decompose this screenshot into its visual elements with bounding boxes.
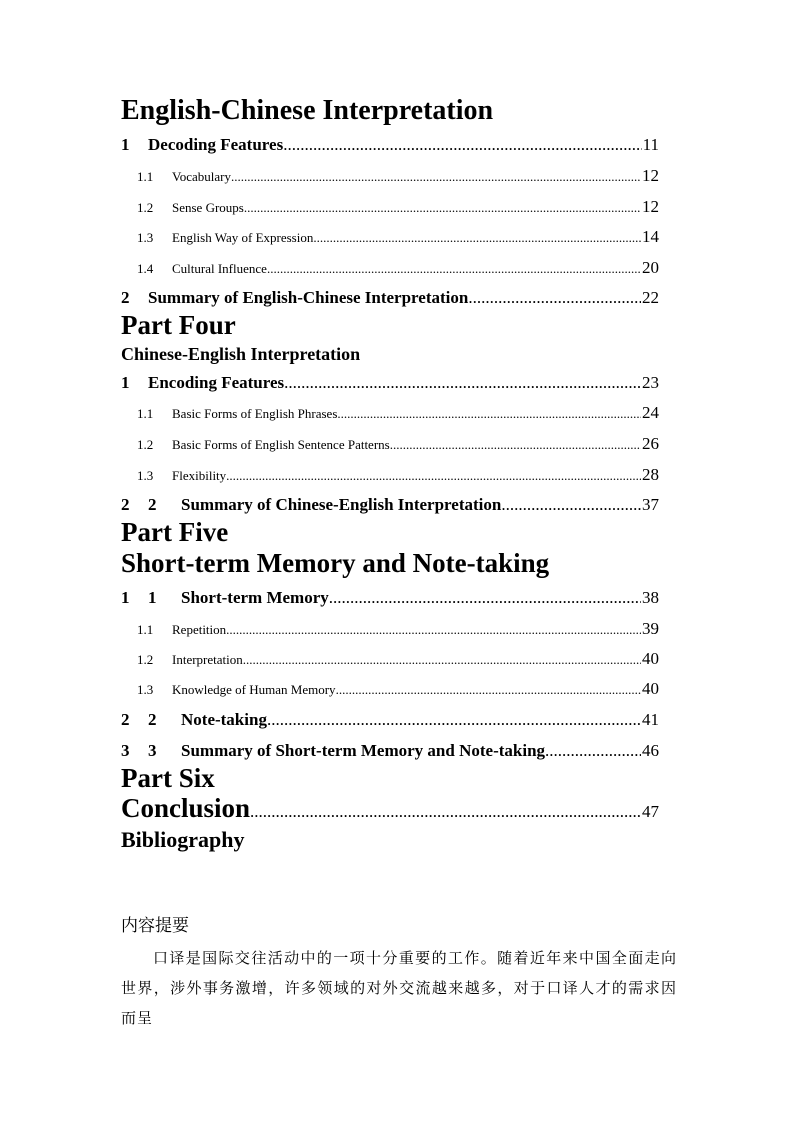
toc-entry-number: 1.2 bbox=[137, 437, 154, 452]
toc-entry-number: 1 bbox=[121, 588, 130, 607]
toc-subentry[interactable] bbox=[137, 403, 659, 424]
toc-entry-page: 47 bbox=[642, 802, 659, 821]
toc-entry-page: 40 bbox=[642, 679, 659, 698]
toc-entry-title: Basic Forms of English Sentence Patterns bbox=[172, 437, 390, 452]
toc-entry-title: Cultural Influence bbox=[172, 261, 267, 276]
toc-entry-title: Encoding Features bbox=[148, 373, 285, 392]
toc-entry-title: Summary of Short-term Memory and Note-taking bbox=[181, 741, 546, 760]
toc-subentry[interactable] bbox=[137, 166, 659, 187]
toc-leader-dots bbox=[226, 620, 641, 640]
toc-entry-number: 1.2 bbox=[137, 200, 154, 215]
toc-entry[interactable] bbox=[121, 134, 659, 156]
toc-leader-dots bbox=[267, 259, 641, 279]
toc-entry-title: Sense Groups bbox=[172, 200, 244, 215]
toc-entry-number: 1.4 bbox=[137, 261, 154, 276]
toc-entry-page: 38 bbox=[642, 588, 659, 607]
toc-entry[interactable] bbox=[121, 287, 659, 309]
toc-entry-number-duplicate: 3 bbox=[148, 741, 157, 760]
toc-leader-dots bbox=[329, 587, 641, 609]
toc-entry-title: Note-taking bbox=[181, 710, 267, 729]
toc-entry-page: 40 bbox=[642, 649, 659, 668]
toc-entry-title: Summary of Chinese-English Interpretation bbox=[181, 495, 502, 514]
toc-entry-page: 23 bbox=[642, 373, 659, 392]
toc-leader-dots bbox=[337, 404, 641, 424]
toc-entry-number: 1.1 bbox=[137, 622, 154, 637]
part-heading: Part Five bbox=[121, 517, 229, 547]
toc-entry-number: 2 bbox=[121, 495, 130, 514]
toc-entry[interactable] bbox=[121, 494, 659, 516]
toc-subentry[interactable] bbox=[137, 258, 659, 279]
toc-entry-number: 3 bbox=[121, 741, 130, 760]
toc-entry-page: 28 bbox=[642, 465, 659, 484]
toc-entry-number: 1 bbox=[121, 135, 130, 154]
toc-entry-page: 37 bbox=[642, 495, 659, 514]
toc-entry-conclusion[interactable] bbox=[121, 793, 659, 824]
toc-entry-number: 1.3 bbox=[137, 230, 154, 245]
toc-entry-number: 1.3 bbox=[137, 682, 154, 697]
toc-entry-number: 2 bbox=[121, 288, 130, 307]
toc-entry[interactable] bbox=[121, 709, 659, 731]
summary-paragraph: 口译是国际交往活动中的一项十分重要的工作。随着近年来中国全面走向世界，涉外事务激增，许多领域的对外交流越来越多，对于口译人才的需求因而呈 bbox=[121, 949, 677, 1027]
toc-leader-dots bbox=[244, 198, 641, 218]
section-heading-english-chinese: English-Chinese Interpretation bbox=[121, 95, 494, 126]
toc-subentry[interactable] bbox=[137, 434, 659, 455]
toc-entry-page: 39 bbox=[642, 619, 659, 638]
toc-leader-dots bbox=[231, 167, 641, 187]
toc-entry[interactable] bbox=[121, 372, 659, 394]
toc-entry[interactable] bbox=[121, 740, 659, 762]
toc-entry-page: 46 bbox=[642, 741, 659, 760]
part-heading: Part Four bbox=[121, 310, 236, 340]
toc-entry-number: 1 bbox=[121, 373, 130, 392]
toc-subentry[interactable] bbox=[137, 619, 659, 640]
toc-entry-title: Knowledge of Human Memory bbox=[172, 682, 336, 697]
part-heading: Part Six bbox=[121, 763, 215, 793]
toc-entry-title: Summary of English-Chinese Interpretation bbox=[148, 288, 469, 307]
summary-heading: 内容提要 bbox=[121, 916, 189, 936]
toc-subentry[interactable] bbox=[137, 465, 659, 486]
toc-entry-page: 12 bbox=[642, 166, 659, 185]
toc-leader-dots bbox=[390, 435, 641, 455]
toc-entry-title: Basic Forms of English Phrases bbox=[172, 406, 338, 421]
toc-entry-number: 1.1 bbox=[137, 406, 154, 421]
bibliography-heading[interactable]: Bibliography bbox=[121, 827, 245, 852]
part-subheading: Chinese-English Interpretation bbox=[121, 344, 361, 364]
toc-entry-number-duplicate: 2 bbox=[148, 710, 157, 729]
toc-leader-dots bbox=[250, 802, 642, 822]
toc-leader-dots bbox=[545, 740, 641, 762]
toc-leader-dots bbox=[313, 228, 641, 248]
toc-entry-number-duplicate: 1 bbox=[148, 588, 157, 607]
toc-entry-number: 1.1 bbox=[137, 169, 154, 184]
toc-entry-page: 22 bbox=[642, 288, 659, 307]
toc-entry-page: 12 bbox=[642, 197, 659, 216]
toc-entry-page: 26 bbox=[642, 434, 659, 453]
toc-entry-title: Conclusion bbox=[121, 793, 251, 823]
toc-entry-title: Decoding Features bbox=[148, 135, 284, 154]
toc-entry-number: 1.3 bbox=[137, 468, 154, 483]
toc-entry-page: 14 bbox=[642, 227, 659, 246]
part-subheading: Short-term Memory and Note-taking bbox=[121, 548, 550, 578]
toc-leader-dots bbox=[468, 287, 641, 309]
toc-subentry[interactable] bbox=[137, 649, 659, 670]
toc-leader-dots bbox=[283, 134, 641, 156]
toc-subentry[interactable] bbox=[137, 197, 659, 218]
toc-entry-title: English Way of Expression bbox=[172, 230, 314, 245]
toc-subentry[interactable] bbox=[137, 227, 659, 248]
toc-entry-page: 20 bbox=[642, 258, 659, 277]
toc-entry-number: 1.2 bbox=[137, 652, 154, 667]
toc-entry-number-duplicate: 2 bbox=[148, 495, 157, 514]
toc-leader-dots bbox=[336, 680, 641, 700]
toc-entry-page: 41 bbox=[642, 710, 659, 729]
toc-leader-dots bbox=[267, 709, 641, 731]
toc-entry-title: Interpretation bbox=[172, 652, 243, 667]
toc-entry-number: 2 bbox=[121, 710, 130, 729]
toc-entry-title: Short-term Memory bbox=[181, 588, 329, 607]
toc-entry[interactable] bbox=[121, 587, 659, 609]
toc-entry-title: Repetition bbox=[172, 622, 227, 637]
toc-entry-page: 11 bbox=[642, 135, 659, 154]
toc-entry-page: 24 bbox=[642, 403, 659, 422]
toc-leader-dots bbox=[501, 494, 641, 516]
toc-subentry[interactable] bbox=[137, 679, 659, 700]
toc-entry-title: Vocabulary bbox=[172, 169, 231, 184]
toc-entry-title: Flexibility bbox=[172, 468, 227, 483]
toc-leader-dots bbox=[284, 372, 641, 394]
toc-leader-dots bbox=[226, 466, 641, 486]
toc-leader-dots bbox=[243, 650, 641, 670]
